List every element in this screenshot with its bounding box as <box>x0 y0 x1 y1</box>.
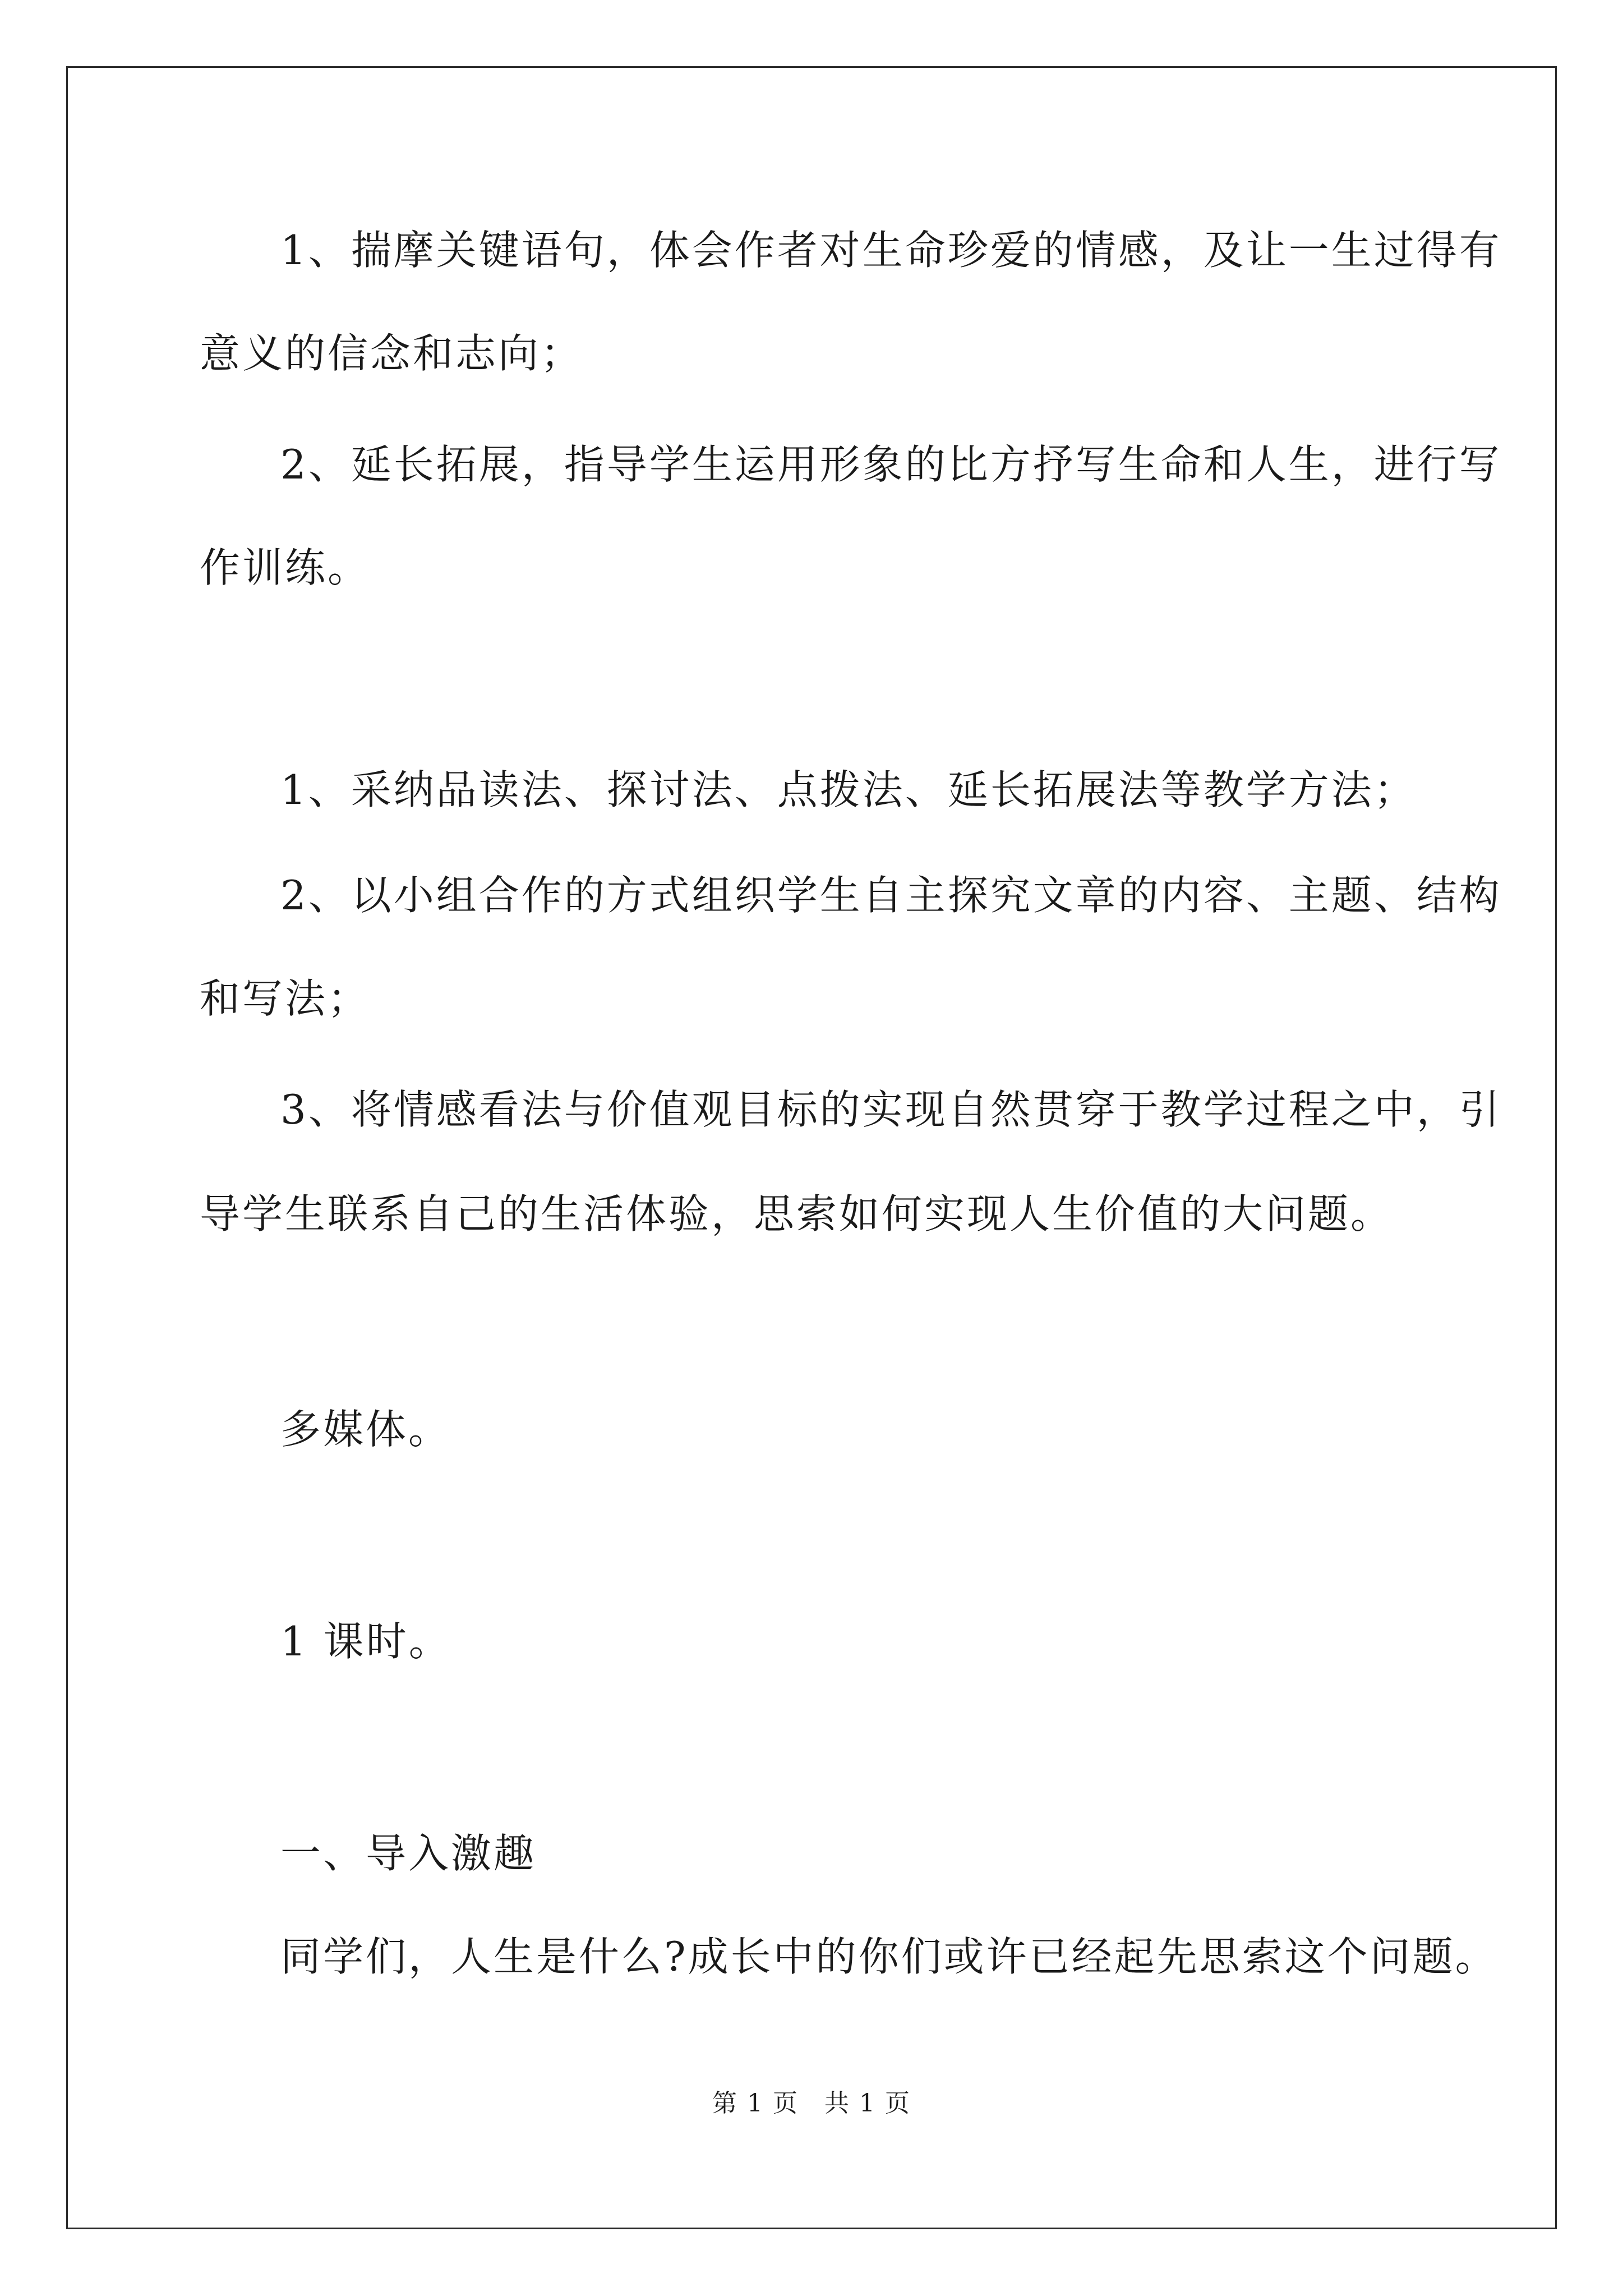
method-2-line-1: 2、以小组合作的方式组织学生自主探究文章的内容、主题、结构 <box>280 872 1502 919</box>
goal-2-line-1: 2、延长拓展，指导学生运用形象的比方抒写生命和人生，进行写 <box>280 441 1502 488</box>
class-hours-line: 1 课时。 <box>280 1618 451 1665</box>
section-heading: 一、导入激趣 <box>280 1830 537 1877</box>
method-1-line: 1、采纳品读法、探讨法、点拨法、延长拓展法等教学方法； <box>280 766 1417 813</box>
media-line: 多媒体。 <box>280 1406 451 1453</box>
intro-line: 同学们，人生是什么?成长中的你们或许已经起先思索这个问题。 <box>280 1933 1498 1980</box>
goal-2-line-2: 作训练。 <box>200 544 371 591</box>
method-2-line-2: 和写法； <box>200 975 371 1022</box>
goal-1-line-2: 意义的信念和志向； <box>200 330 584 377</box>
method-3-line-2: 导学生联系自己的生活体验，思索如何实现人生价值的大问题。 <box>200 1190 1394 1237</box>
page-border <box>66 66 1557 2229</box>
goal-1-line-1: 1、揣摩关键语句，体会作者对生命珍爱的情感，及让一生过得有 <box>280 227 1502 274</box>
page-footer: 第 1 页 共 1 页 <box>712 2089 911 2118</box>
method-3-line-1: 3、将情感看法与价值观目标的实现自然贯穿于教学过程之中，引 <box>280 1086 1502 1133</box>
